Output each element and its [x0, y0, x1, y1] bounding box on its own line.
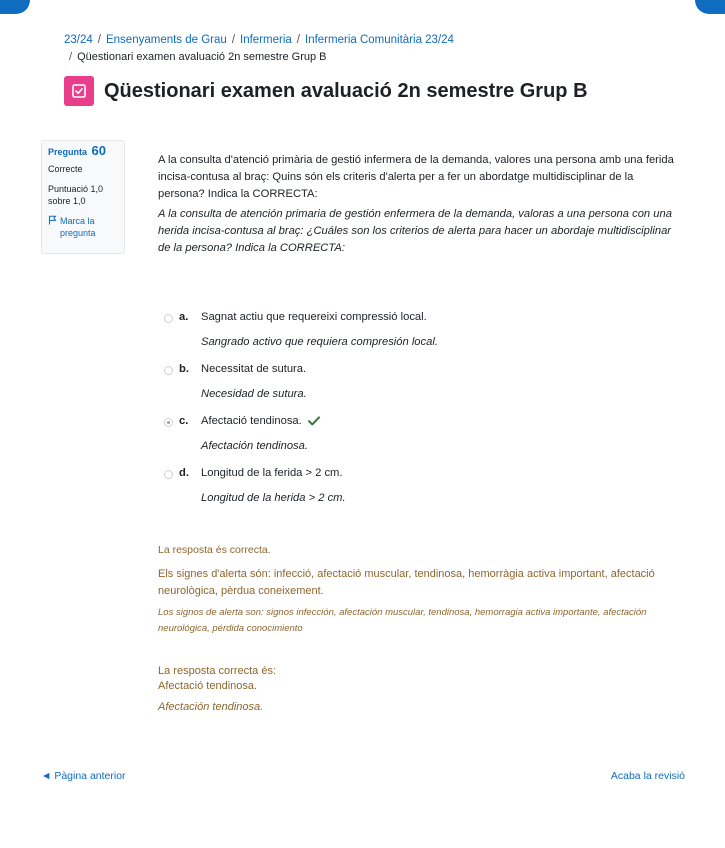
breadcrumb-separator: / [296, 34, 300, 46]
question-text-catalan: A la consulta d'atenció primària de gestió infermera de la demanda, valores una persona amb una ferida incisa-contusa al braç: Quins són els criteris d'alerta per a fer un abordatge multidisciplinar de la persona? Indica la CORRECTA: [158, 154, 674, 200]
page-header [64, 76, 588, 106]
question-grade-line1: Puntuació 1,0 [48, 184, 104, 194]
answer-text-catalan: Longitud de la ferida > 2 cm. [201, 467, 343, 479]
top-left-corner-decoration [0, 0, 30, 14]
correct-answer-label: La resposta correcta és: [158, 665, 277, 677]
feedback-general-catalan: Els signes d'alerta són: infecció, afectació muscular, tendinosa, hemorràgia activa important, afectació neurològica, pèrdua coneixement. [158, 568, 655, 597]
answer-text-catalan: Sagnat actiu que requereixi compressió local. [201, 311, 427, 323]
answer-text-spanish: Necesidad de sutura. [201, 388, 307, 400]
question-number-label: Pregunta [48, 147, 88, 157]
top-right-corner-decoration [695, 0, 725, 14]
answer-option-a[interactable] [160, 311, 640, 363]
answer-text-catalan: Necessitat de sutura. [201, 363, 307, 375]
quiz-icon [64, 76, 94, 106]
feedback-result: La resposta és correcta. [158, 544, 271, 556]
previous-page-link[interactable] [41, 770, 126, 782]
answer-letter: b. [179, 363, 189, 375]
answer-letter: d. [179, 467, 189, 479]
breadcrumb-current: Qüestionari examen avaluació 2n semestre Grup B [77, 51, 327, 63]
breadcrumb-separator: / [69, 51, 73, 63]
answer-radio-b[interactable] [164, 366, 173, 375]
answer-option-d[interactable] [160, 467, 640, 519]
answer-option-b[interactable] [160, 363, 640, 415]
breadcrumb [64, 32, 454, 66]
question-info-panel [41, 140, 125, 254]
correct-answer-catalan: Afectació tendinosa. [158, 680, 258, 692]
finish-review-link[interactable]: Acaba la revisió [610, 770, 685, 782]
breadcrumb-separator: / [231, 34, 236, 46]
answer-letter: a. [179, 311, 189, 323]
left-arrow-icon: ◄ [41, 770, 52, 782]
flag-question-link[interactable] [48, 215, 118, 239]
previous-page-label: Pàgina anterior [54, 770, 126, 782]
answer-text-spanish: Longitud de la herida > 2 cm. [201, 492, 346, 504]
breadcrumb-item-course[interactable]: Infermeria Comunitària 23/24 [305, 34, 454, 46]
answer-letter: c. [179, 415, 189, 427]
flag-icon [48, 215, 57, 239]
check-icon [308, 416, 320, 429]
breadcrumb-item-infermeria[interactable]: Infermeria [240, 34, 292, 46]
page-title: Qüestionari examen avaluació 2n semestre Grup B [104, 79, 588, 102]
breadcrumb-item-year[interactable]: 23/24 [64, 34, 93, 46]
answer-text-spanish: Afectación tendinosa. [201, 440, 308, 452]
answer-text-catalan-row [201, 415, 320, 429]
question-state: Correcte [48, 164, 83, 174]
breadcrumb-separator: / [97, 34, 101, 46]
question-grade-line2: sobre 1,0 [48, 196, 86, 206]
answer-radio-d[interactable] [164, 470, 173, 479]
feedback-panel [158, 544, 678, 713]
answer-radio-a[interactable] [164, 314, 173, 323]
answer-text-catalan: Afectació tendinosa. [201, 415, 302, 427]
answer-list [160, 311, 640, 519]
question-grade [48, 183, 118, 207]
flag-label-line2: pregunta [60, 228, 96, 238]
feedback-general-spanish: Los signos de alerta son: signos infección, afectación muscular, tendinosa, hemorragia activa importante, afectación neurológica, pérdida conocimiento [158, 607, 647, 634]
question-text [158, 152, 678, 257]
question-number: 60 [91, 143, 106, 158]
answer-option-c[interactable] [160, 415, 640, 467]
breadcrumb-item-grau[interactable]: Ensenyaments de Grau [105, 34, 227, 46]
answer-radio-c-selected[interactable] [164, 418, 173, 427]
answer-text-spanish: Sangrado activo que requiera compresión local. [201, 336, 438, 348]
flag-label-line1: Marca la [60, 216, 95, 226]
question-text-spanish: A la consulta de atención primaria de gestión enfermera de la demanda, valoras a una persona con una herida incisa-contusa al braç: ¿Cuáles son los criterios de alerta para hacer un abordaje multidisciplinar de la persona? Indica la CORRECTA: [158, 208, 672, 254]
correct-answer-spanish: Afectación tendinosa. [158, 701, 264, 713]
